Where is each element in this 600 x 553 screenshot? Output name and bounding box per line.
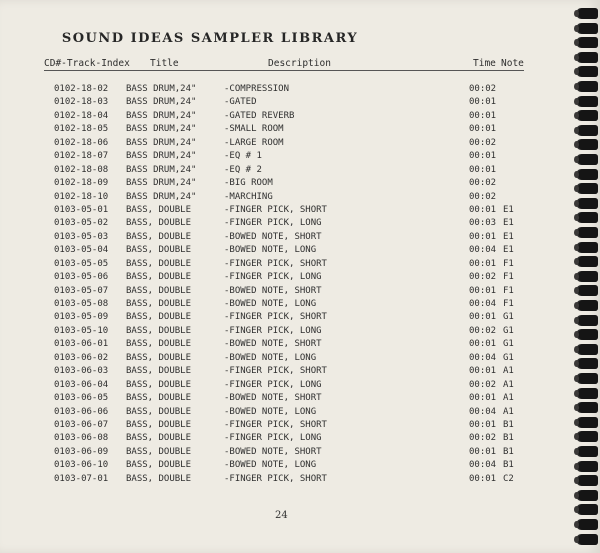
table-row bbox=[0, 138, 600, 151]
cell-time: 00:01 bbox=[469, 231, 497, 242]
cell-index: 0103-05-08 bbox=[54, 299, 109, 309]
cell-index: 0102-18-08 bbox=[54, 164, 109, 175]
cell-description: -FINGER PICK, LONG bbox=[224, 272, 322, 283]
punch-hole bbox=[574, 375, 579, 382]
cell-title: BASS, DOUBLE bbox=[126, 393, 192, 404]
punch-hole bbox=[574, 273, 579, 280]
binding-ring bbox=[578, 242, 598, 253]
cell-index: 0103-06-06 bbox=[54, 406, 109, 417]
cell-title: BASS DRUM,24" bbox=[126, 178, 197, 189]
cell-time: 00:01 bbox=[469, 473, 497, 484]
cell-title: BASS, DOUBLE bbox=[126, 379, 192, 390]
cell-time: 00:01 bbox=[469, 312, 497, 323]
cell-index: 0103-05-09 bbox=[54, 312, 109, 323]
binding-ring bbox=[578, 417, 598, 428]
column-header-note: Note bbox=[501, 58, 524, 69]
binding-ring bbox=[578, 125, 598, 136]
table-row bbox=[0, 245, 600, 258]
cell-time: 00:01 bbox=[469, 366, 497, 377]
cell-time: 00:04 bbox=[469, 299, 497, 309]
punch-hole bbox=[574, 156, 579, 163]
table-row bbox=[0, 299, 600, 312]
cell-note: F1 bbox=[503, 258, 514, 269]
cell-note: G1 bbox=[503, 339, 514, 350]
table-row bbox=[0, 232, 600, 245]
binding-ring bbox=[578, 504, 598, 515]
binding-ring bbox=[578, 52, 598, 63]
binding-ring bbox=[578, 315, 598, 326]
table-row bbox=[0, 286, 600, 299]
binding-ring bbox=[578, 110, 598, 121]
punch-hole bbox=[574, 390, 579, 397]
cell-index: 0103-06-09 bbox=[54, 446, 109, 457]
punch-hole bbox=[574, 317, 579, 324]
binding-ring bbox=[578, 66, 598, 77]
cell-title: BASS, DOUBLE bbox=[126, 258, 192, 269]
cell-description: -EQ # 2 bbox=[224, 164, 262, 175]
cell-time: 00:01 bbox=[469, 124, 497, 135]
punch-hole bbox=[574, 171, 579, 178]
cell-index: 0103-06-04 bbox=[54, 379, 109, 390]
cell-index: 0102-18-04 bbox=[54, 110, 109, 121]
binding-ring bbox=[578, 490, 598, 501]
cell-note: E1 bbox=[503, 218, 514, 229]
punch-hole bbox=[574, 25, 579, 32]
punch-hole bbox=[574, 419, 579, 426]
binding-ring bbox=[578, 461, 598, 472]
punch-hole bbox=[574, 492, 579, 499]
cell-title: BASS, DOUBLE bbox=[126, 204, 192, 215]
cell-title: BASS DRUM,24" bbox=[126, 84, 197, 94]
cell-description: -BOWED NOTE, SHORT bbox=[224, 285, 322, 296]
table-row bbox=[0, 407, 600, 420]
cell-index: 0102-18-09 bbox=[54, 178, 109, 189]
cell-note: E1 bbox=[503, 231, 514, 242]
cell-title: BASS DRUM,24" bbox=[126, 137, 197, 148]
cell-note: B1 bbox=[503, 446, 514, 457]
cell-note: A1 bbox=[503, 393, 514, 404]
table-row bbox=[0, 433, 600, 446]
cell-title: BASS, DOUBLE bbox=[126, 299, 192, 309]
punch-hole bbox=[574, 536, 579, 543]
binding-ring bbox=[578, 519, 598, 530]
page-title: SOUND IDEAS SAMPLER LIBRARY bbox=[61, 31, 359, 46]
cell-time: 00:02 bbox=[469, 379, 497, 390]
cell-index: 0103-06-02 bbox=[54, 352, 109, 363]
cell-time: 00:02 bbox=[469, 433, 497, 444]
cell-time: 00:01 bbox=[469, 164, 497, 175]
punch-hole bbox=[574, 83, 579, 90]
cell-time: 00:01 bbox=[469, 110, 497, 121]
cell-description: -GATED bbox=[224, 97, 257, 108]
binding-ring bbox=[578, 154, 598, 165]
cell-note: A1 bbox=[503, 366, 514, 377]
binding-ring bbox=[578, 198, 598, 209]
cell-description: -FINGER PICK, SHORT bbox=[224, 419, 327, 430]
cell-index: 0102-18-10 bbox=[54, 191, 109, 202]
cell-description: -BOWED NOTE, SHORT bbox=[224, 231, 322, 242]
table-row bbox=[0, 312, 600, 325]
table-row bbox=[0, 205, 600, 218]
table-row bbox=[0, 393, 600, 406]
cell-title: BASS DRUM,24" bbox=[126, 110, 197, 121]
punch-hole bbox=[574, 200, 579, 207]
table-row bbox=[0, 447, 600, 460]
table-row bbox=[0, 474, 600, 487]
cell-description: -FINGER PICK, LONG bbox=[224, 433, 322, 444]
cell-time: 00:01 bbox=[469, 339, 497, 350]
binding-ring bbox=[578, 300, 598, 311]
table-row bbox=[0, 124, 600, 137]
binding-ring bbox=[578, 212, 598, 223]
cell-description: -FINGER PICK, SHORT bbox=[224, 366, 327, 377]
cell-title: BASS, DOUBLE bbox=[126, 446, 192, 457]
cell-index: 0103-05-04 bbox=[54, 245, 109, 256]
cell-time: 00:01 bbox=[469, 258, 497, 269]
cell-title: BASS, DOUBLE bbox=[126, 473, 192, 484]
binding-ring bbox=[578, 256, 598, 267]
cell-description: -BOWED NOTE, LONG bbox=[224, 245, 317, 256]
spiral-binding bbox=[574, 0, 600, 553]
cell-note: F1 bbox=[503, 272, 514, 283]
cell-index: 0102-18-06 bbox=[54, 137, 109, 148]
cell-title: BASS, DOUBLE bbox=[126, 245, 192, 256]
column-header-description: Description bbox=[268, 58, 331, 69]
binding-ring bbox=[578, 358, 598, 369]
table-row bbox=[0, 178, 600, 191]
cell-description: -GATED REVERB bbox=[224, 110, 295, 121]
table-row bbox=[0, 111, 600, 124]
binding-ring bbox=[578, 183, 598, 194]
cell-description: -FINGER PICK, SHORT bbox=[224, 473, 327, 484]
cell-time: 00:01 bbox=[469, 97, 497, 108]
cell-note: B1 bbox=[503, 433, 514, 444]
cell-description: -BOWED NOTE, LONG bbox=[224, 406, 317, 417]
table-row bbox=[0, 97, 600, 110]
punch-hole bbox=[574, 54, 579, 61]
table-row bbox=[0, 151, 600, 164]
table-row bbox=[0, 84, 600, 97]
binding-ring bbox=[578, 431, 598, 442]
cell-description: -BIG ROOM bbox=[224, 178, 273, 189]
cell-index: 0103-06-10 bbox=[54, 460, 109, 471]
binding-ring bbox=[578, 373, 598, 384]
cell-index: 0103-07-01 bbox=[54, 473, 109, 484]
cell-description: -BOWED NOTE, SHORT bbox=[224, 339, 322, 350]
cell-description: -BOWED NOTE, LONG bbox=[224, 460, 317, 471]
cell-title: BASS, DOUBLE bbox=[126, 325, 192, 336]
binding-ring bbox=[578, 388, 598, 399]
cell-time: 00:02 bbox=[469, 84, 497, 94]
cell-index: 0103-05-01 bbox=[54, 204, 109, 215]
binding-ring bbox=[578, 96, 598, 107]
cell-index: 0103-05-10 bbox=[54, 325, 109, 336]
table-row bbox=[0, 380, 600, 393]
binding-ring bbox=[578, 475, 598, 486]
cell-time: 00:02 bbox=[469, 178, 497, 189]
cell-time: 00:01 bbox=[469, 419, 497, 430]
cell-index: 0103-06-05 bbox=[54, 393, 109, 404]
cell-description: -FINGER PICK, SHORT bbox=[224, 204, 327, 215]
cell-title: BASS, DOUBLE bbox=[126, 366, 192, 377]
cell-description: -BOWED NOTE, SHORT bbox=[224, 393, 322, 404]
cell-title: BASS, DOUBLE bbox=[126, 231, 192, 242]
table-row bbox=[0, 420, 600, 433]
cell-description: -FINGER PICK, SHORT bbox=[224, 258, 327, 269]
punch-hole bbox=[574, 302, 579, 309]
cell-time: 00:02 bbox=[469, 137, 497, 148]
cell-index: 0102-18-05 bbox=[54, 124, 109, 135]
binding-ring bbox=[578, 534, 598, 545]
cell-index: 0103-06-07 bbox=[54, 419, 109, 430]
cell-note: E1 bbox=[503, 204, 514, 215]
cell-time: 00:02 bbox=[469, 272, 497, 283]
binding-ring bbox=[578, 446, 598, 457]
cell-title: BASS DRUM,24" bbox=[126, 97, 197, 108]
cell-index: 0103-06-08 bbox=[54, 433, 109, 444]
cell-note: B1 bbox=[503, 419, 514, 430]
cell-description: -MARCHING bbox=[224, 191, 273, 202]
punch-hole bbox=[574, 346, 579, 353]
table-row bbox=[0, 326, 600, 339]
binding-ring bbox=[578, 344, 598, 355]
cell-description: -BOWED NOTE, LONG bbox=[224, 352, 317, 363]
page-number: 24 bbox=[275, 510, 288, 521]
cell-note: A1 bbox=[503, 406, 514, 417]
cell-description: -EQ # 1 bbox=[224, 151, 262, 162]
cell-title: BASS, DOUBLE bbox=[126, 352, 192, 363]
cell-time: 00:01 bbox=[469, 285, 497, 296]
table-row bbox=[0, 165, 600, 178]
cell-note: A1 bbox=[503, 379, 514, 390]
cell-time: 00:04 bbox=[469, 352, 497, 363]
cell-title: BASS, DOUBLE bbox=[126, 339, 192, 350]
table-row bbox=[0, 366, 600, 379]
binding-ring bbox=[578, 139, 598, 150]
cell-description: -SMALL ROOM bbox=[224, 124, 284, 135]
cell-note: B1 bbox=[503, 460, 514, 471]
binding-ring bbox=[578, 81, 598, 92]
cell-title: BASS DRUM,24" bbox=[126, 164, 197, 175]
cell-time: 00:01 bbox=[469, 393, 497, 404]
cell-note: G1 bbox=[503, 325, 514, 336]
cell-description: -BOWED NOTE, LONG bbox=[224, 299, 317, 309]
cell-time: 00:02 bbox=[469, 325, 497, 336]
cell-note: F1 bbox=[503, 299, 514, 309]
cell-title: BASS, DOUBLE bbox=[126, 285, 192, 296]
cell-index: 0103-06-03 bbox=[54, 366, 109, 377]
punch-hole bbox=[574, 127, 579, 134]
cell-time: 00:04 bbox=[469, 460, 497, 471]
punch-hole bbox=[574, 229, 579, 236]
cell-time: 00:01 bbox=[469, 446, 497, 457]
cell-time: 00:04 bbox=[469, 406, 497, 417]
cell-description: -FINGER PICK, LONG bbox=[224, 218, 322, 229]
cell-title: BASS, DOUBLE bbox=[126, 419, 192, 430]
cell-title: BASS, DOUBLE bbox=[126, 433, 192, 444]
cell-note: E1 bbox=[503, 245, 514, 256]
cell-title: BASS, DOUBLE bbox=[126, 406, 192, 417]
header-divider bbox=[44, 70, 524, 71]
punch-hole bbox=[574, 244, 579, 251]
cell-index: 0102-18-02 bbox=[54, 84, 109, 94]
table-row bbox=[0, 460, 600, 473]
column-header-index: CD#-Track-Index bbox=[44, 58, 130, 69]
table-row bbox=[0, 339, 600, 352]
cell-index: 0103-05-06 bbox=[54, 272, 109, 283]
cell-note: G1 bbox=[503, 312, 514, 323]
punch-hole bbox=[574, 521, 579, 528]
table-row bbox=[0, 218, 600, 231]
table-row bbox=[0, 272, 600, 285]
binding-ring bbox=[578, 8, 598, 19]
binding-ring bbox=[578, 37, 598, 48]
cell-description: -COMPRESSION bbox=[224, 84, 290, 94]
table-row bbox=[0, 192, 600, 205]
cell-note: G1 bbox=[503, 352, 514, 363]
binding-ring bbox=[578, 402, 598, 413]
catalog-table-body bbox=[0, 84, 600, 487]
binding-ring bbox=[578, 329, 598, 340]
cell-time: 00:01 bbox=[469, 204, 497, 215]
cell-index: 0103-05-05 bbox=[54, 258, 109, 269]
binding-ring bbox=[578, 285, 598, 296]
cell-index: 0102-18-03 bbox=[54, 97, 109, 108]
binding-ring bbox=[578, 227, 598, 238]
binding-ring bbox=[578, 169, 598, 180]
cell-index: 0103-06-01 bbox=[54, 339, 109, 350]
cell-description: -FINGER PICK, SHORT bbox=[224, 312, 327, 323]
cell-description: -FINGER PICK, LONG bbox=[224, 325, 322, 336]
cell-title: BASS, DOUBLE bbox=[126, 272, 192, 283]
cell-title: BASS, DOUBLE bbox=[126, 312, 192, 323]
binding-ring bbox=[578, 271, 598, 282]
column-header-time: Time bbox=[473, 58, 496, 69]
table-row bbox=[0, 353, 600, 366]
cell-time: 00:04 bbox=[469, 245, 497, 256]
cell-note: F1 bbox=[503, 285, 514, 296]
cell-note: C2 bbox=[503, 473, 514, 484]
table-row bbox=[0, 259, 600, 272]
punch-hole bbox=[574, 98, 579, 105]
binding-ring bbox=[578, 23, 598, 34]
cell-title: BASS, DOUBLE bbox=[126, 460, 192, 471]
punch-hole bbox=[574, 448, 579, 455]
cell-title: BASS DRUM,24" bbox=[126, 124, 197, 135]
cell-description: -FINGER PICK, LONG bbox=[224, 379, 322, 390]
punch-hole bbox=[574, 10, 579, 17]
cell-index: 0102-18-07 bbox=[54, 151, 109, 162]
cell-index: 0103-05-02 bbox=[54, 218, 109, 229]
punch-hole bbox=[574, 463, 579, 470]
column-header-title: Title bbox=[150, 58, 179, 69]
cell-title: BASS DRUM,24" bbox=[126, 191, 197, 202]
cell-title: BASS, DOUBLE bbox=[126, 218, 192, 229]
cell-time: 00:02 bbox=[469, 191, 497, 202]
cell-time: 00:01 bbox=[469, 151, 497, 162]
cell-description: -BOWED NOTE, SHORT bbox=[224, 446, 322, 457]
cell-description: -LARGE ROOM bbox=[224, 137, 284, 148]
cell-time: 00:03 bbox=[469, 218, 497, 229]
cell-index: 0103-05-03 bbox=[54, 231, 109, 242]
cell-index: 0103-05-07 bbox=[54, 285, 109, 296]
cell-title: BASS DRUM,24" bbox=[126, 151, 197, 162]
